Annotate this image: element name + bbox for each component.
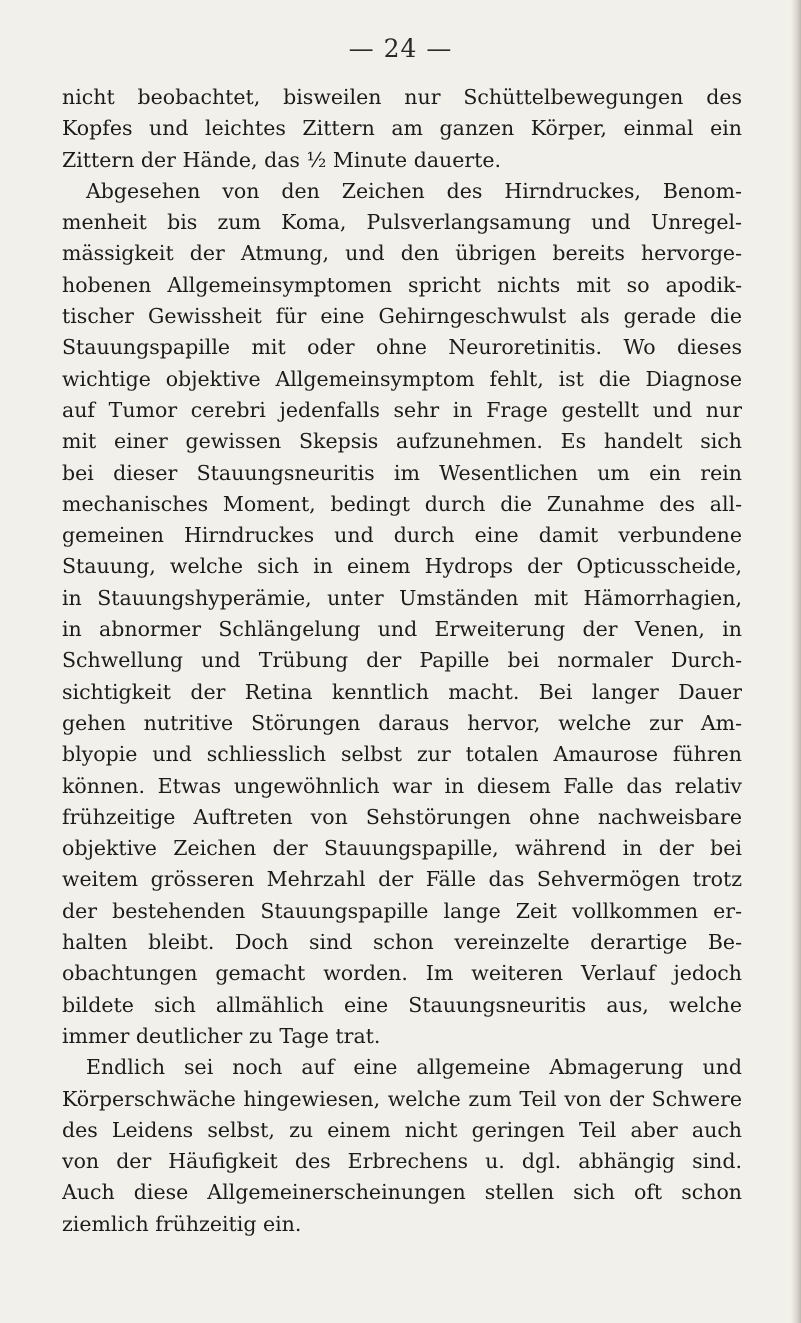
- text-line: können. Etwas ungewöhnlich war in diesem Falle das relativ: [62, 773, 742, 798]
- text-line: von der Häufigkeit des Erbrechens u. dgl. abhängig sind.: [62, 1149, 742, 1174]
- text-line: tischer Gewissheit für eine Gehirngeschwulst als gerade die: [62, 304, 742, 329]
- text-line: blyopie und schliesslich selbst zur totalen Amaurose führen: [62, 742, 742, 767]
- text-line: wichtige objektive Allgemeinsymptom fehlt, ist die Diagnose: [62, 366, 742, 391]
- text-line: Zittern der Hände, das ½ Minute dauerte.: [62, 147, 502, 172]
- text-line: bildete sich allmählich eine Stauungsneuritis aus, welche: [62, 992, 742, 1017]
- text-line: Stauungspapille mit oder ohne Neuroretinitis. Wo dieses: [62, 335, 742, 360]
- text-line: hobenen Allgemeinsymptomen spricht nichts mit so apodik-: [62, 272, 742, 297]
- text-line: weitem grösseren Mehrzahl der Fälle das Sehvermögen trotz: [62, 867, 742, 892]
- text-line: der bestehenden Stauungspapille lange Zeit vollkommen er-: [62, 898, 742, 923]
- body-text: [62, 82, 742, 1240]
- text-line: auf Tumor cerebri jedenfalls sehr in Frage gestellt und nur: [62, 397, 742, 422]
- text-line: sichtigkeit der Retina kenntlich macht. Bei langer Dauer: [62, 679, 742, 704]
- text-line: obachtungen gemacht worden. Im weiteren Verlauf jedoch: [62, 961, 742, 986]
- text-line: gemeinen Hirndruckes und durch eine damit verbundene: [62, 523, 742, 548]
- text-line: objektive Zeichen der Stauungspapille, während in der bei: [62, 836, 742, 861]
- page-number: — 24 —: [348, 34, 453, 63]
- text-line: mässigkeit der Atmung, und den übrigen bereits hervorge-: [62, 241, 742, 266]
- text-line: immer deutlicher zu Tage trat.: [62, 1023, 381, 1048]
- paragraph: [62, 176, 742, 1052]
- text-line: menheit bis zum Koma, Pulsverlangsamung und Unregel-: [62, 210, 742, 235]
- text-line: ziemlich frühzeitig ein.: [62, 1211, 302, 1236]
- text-line: mechanisches Moment, bedingt durch die Zunahme des all-: [62, 491, 742, 516]
- text-line: Schwellung und Trübung der Papille bei normaler Durch-: [62, 648, 742, 673]
- text-line: mit einer gewissen Skepsis aufzunehmen. Es handelt sich: [62, 429, 742, 454]
- paragraph: [62, 1052, 742, 1240]
- text-line: in Stauungshyperämie, unter Umständen mit Hämorrhagien,: [62, 585, 742, 610]
- page-edge-shadow: [791, 0, 801, 1323]
- text-line: halten bleibt. Doch sind schon vereinzelte derartige Be-: [62, 930, 742, 955]
- text-line: des Leidens selbst, zu einem nicht geringen Teil aber auch: [62, 1117, 742, 1142]
- text-line: gehen nutritive Störungen daraus hervor, welche zur Am-: [62, 710, 742, 735]
- text-line: Auch diese Allgemeinerscheinungen stellen sich oft schon: [62, 1180, 742, 1205]
- paragraph: [62, 82, 742, 176]
- text-line: Körperschwäche hingewiesen, welche zum Teil von der Schwere: [62, 1086, 742, 1111]
- text-line: Abgesehen von den Zeichen des Hirndruckes, Benom-: [86, 178, 742, 203]
- text-line: frühzeitige Auftreten von Sehstörungen ohne nachweisbare: [62, 804, 742, 829]
- text-line: in abnormer Schlängelung und Erweiterung der Venen, in: [62, 617, 742, 642]
- text-line: nicht beobachtet, bisweilen nur Schüttelbewegungen des: [62, 85, 742, 109]
- text-line: Kopfes und leichtes Zittern am ganzen Körper, einmal ein: [62, 116, 742, 141]
- text-line: Endlich sei noch auf eine allgemeine Abmagerung und: [86, 1055, 742, 1080]
- text-line: bei dieser Stauungsneuritis im Wesentlichen um ein rein: [62, 460, 742, 485]
- text-line: Stauung, welche sich in einem Hydrops der Opticusscheide,: [62, 554, 742, 579]
